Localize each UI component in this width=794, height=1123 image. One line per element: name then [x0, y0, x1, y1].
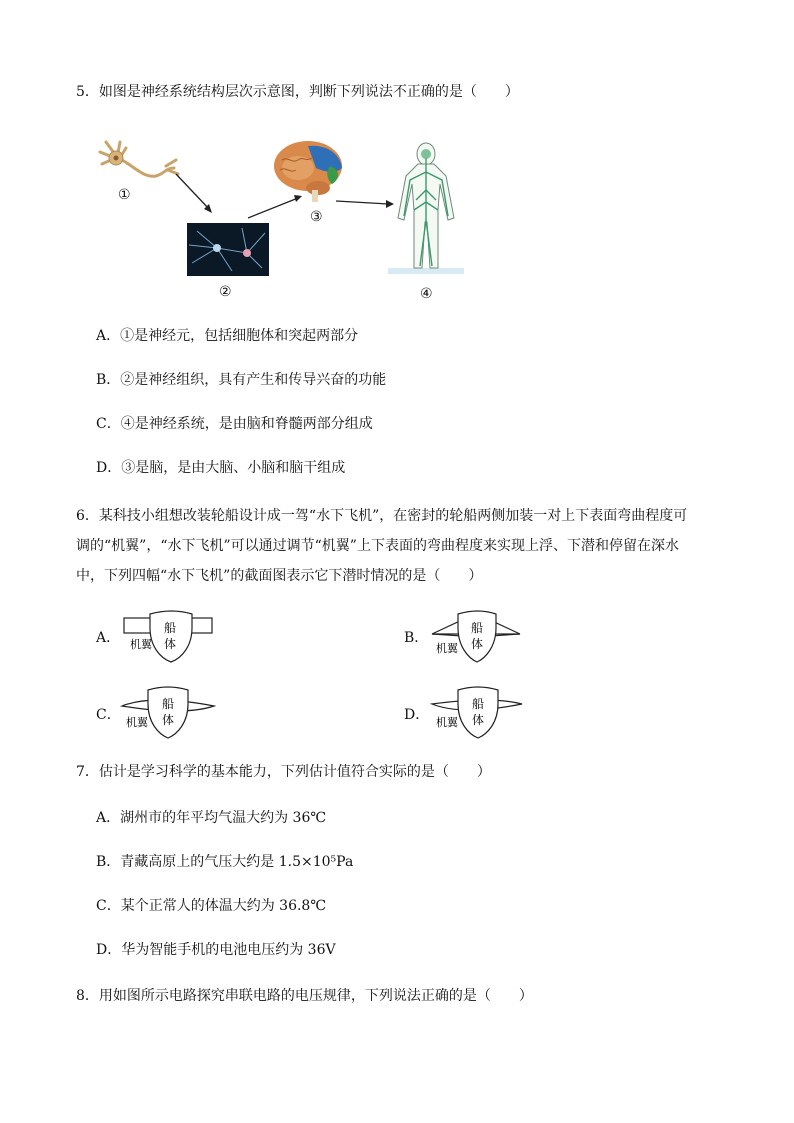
- question-5-stem: 5．如图是神经系统结构层次示意图，判断下列说法不正确的是（ ）: [76, 84, 519, 100]
- nerve-tissue-image: [187, 223, 269, 276]
- neuron-image: [96, 138, 180, 188]
- q6-b-hull-char2: 体: [470, 637, 484, 651]
- question-6-stem-line-3: 中，下列四幅“水下飞机”的截面图表示它下潜时情况的是（ ）: [76, 568, 483, 584]
- q6-choice-d-label[interactable]: D．: [404, 707, 430, 723]
- label-2: ②: [219, 284, 232, 300]
- q6-d-hull-char1: 船: [471, 697, 485, 711]
- q5-option-d[interactable]: D．③是脑，是由大脑、小脑和脑干组成: [96, 460, 346, 476]
- q5-option-c[interactable]: C．④是神经系统，是由脑和脊髓两部分组成: [96, 416, 373, 432]
- q6-choice-b-diagram[interactable]: [428, 610, 524, 666]
- q6-a-hull-char2: 体: [163, 637, 177, 651]
- arrow-1-to-2: [170, 168, 220, 218]
- q6-c-hull-char2: 体: [161, 713, 175, 727]
- question-6-stem-line-2: 调的“机翼”，“水下飞机”可以通过调节“机翼”上下表面的弯曲程度来实现上浮、下潜和停留在深水: [76, 538, 679, 554]
- q6-choice-a-label[interactable]: A．: [96, 630, 121, 646]
- q7-option-b[interactable]: B．青藏高原上的气压大约是 1.5×10⁵Pa: [96, 854, 354, 870]
- q6-d-wing-label: 机翼: [436, 716, 458, 729]
- q6-c-wing-label: 机翼: [126, 716, 148, 729]
- question-7-stem: 7．估计是学习科学的基本能力，下列估计值符合实际的是（ ）: [76, 764, 491, 780]
- q5-option-a[interactable]: A．①是神经元，包括细胞体和突起两部分: [96, 328, 359, 344]
- question-6-stem-line-1: 6．某科技小组想改装轮船设计成一驾“水下飞机”，在密封的轮船两侧加装一对上下表面弯曲程度可: [76, 508, 688, 524]
- q6-a-wing-label: 机翼: [130, 638, 152, 651]
- q5-option-b[interactable]: B．②是神经组织，具有产生和传导兴奋的功能: [96, 372, 387, 388]
- brain-image: [272, 138, 348, 204]
- q6-d-hull-char2: 体: [471, 713, 485, 727]
- q7-option-d[interactable]: D．华为智能手机的电池电压约为 36V: [96, 942, 336, 958]
- label-1: ①: [118, 187, 131, 203]
- label-4: ④: [420, 286, 433, 302]
- q7-option-a[interactable]: A．湖州市的年平均气温大约为 36℃: [96, 810, 327, 826]
- q6-b-hull-char1: 船: [470, 621, 484, 635]
- label-3: ③: [310, 209, 323, 225]
- question-8-stem: 8．用如图所示电路探究串联电路的电压规律，下列说法正确的是（ ）: [76, 988, 533, 1004]
- q6-b-wing-label: 机翼: [436, 642, 458, 655]
- q7-option-c[interactable]: C．某个正常人的体温大约为 36.8℃: [96, 898, 326, 914]
- q6-choice-b-label[interactable]: B．: [404, 630, 429, 646]
- q6-choice-c-label[interactable]: C．: [96, 707, 121, 723]
- q6-choice-c-diagram[interactable]: [118, 686, 218, 742]
- q6-c-hull-char1: 船: [161, 697, 175, 711]
- q6-choice-d-diagram[interactable]: [428, 686, 526, 742]
- q6-choice-a-diagram[interactable]: [122, 610, 216, 666]
- nervous-system-body-image: [388, 140, 464, 278]
- q6-a-hull-char1: 船: [163, 621, 177, 635]
